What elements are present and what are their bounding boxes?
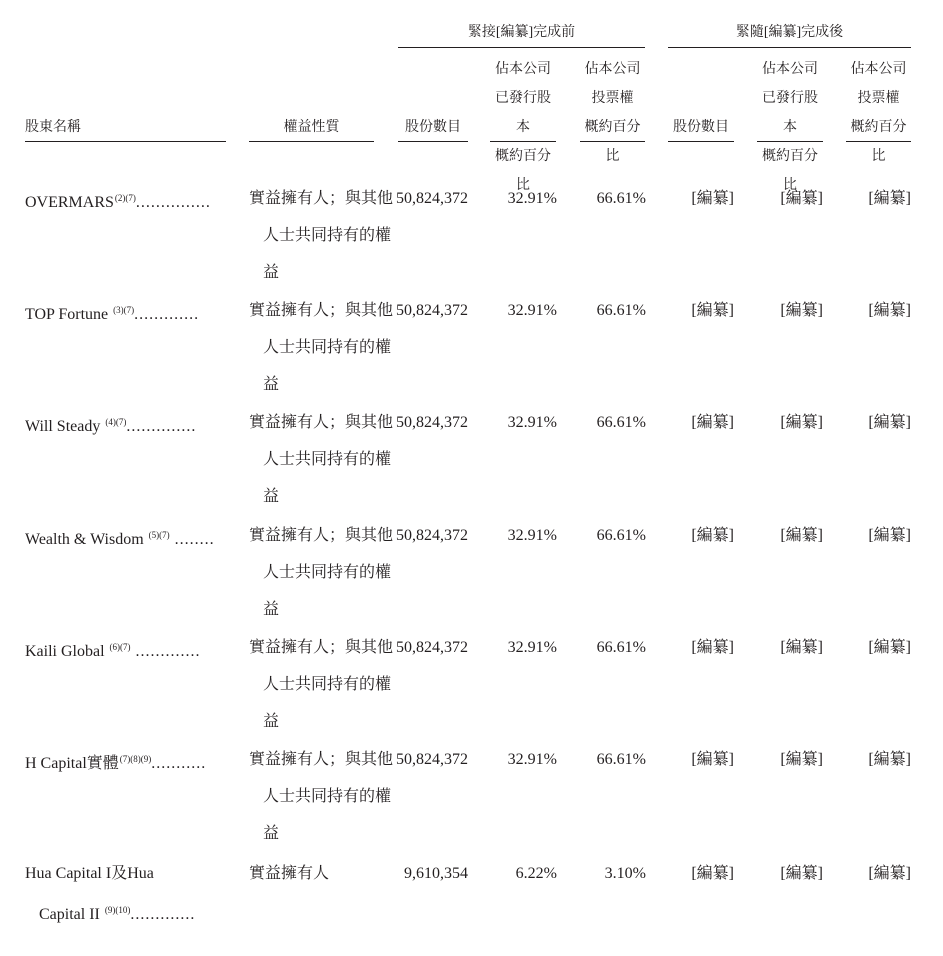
group-header-before: 緊接[編纂]完成前 <box>467 25 576 40</box>
table-row <box>0 855 943 935</box>
footnote-ref: (5)(7) <box>148 530 170 540</box>
pct-voting-after: [編纂] <box>868 527 911 544</box>
interest-nature: 實益擁有人；與其他 人士共同持有的權 益 <box>249 527 394 618</box>
col-rule-pct-voting-after <box>846 141 911 142</box>
group-header-after: 緊隨[編纂]完成後 <box>735 25 844 40</box>
leader-dots: ............... <box>135 194 211 211</box>
pct-issued-after: [編纂] <box>780 751 823 768</box>
pct-voting-after: [編纂] <box>868 865 911 882</box>
pct-voting-before: 66.61% <box>596 414 646 431</box>
pct-issued-after: [編纂] <box>780 639 823 656</box>
leader-dots: ............. <box>134 306 200 323</box>
interest-nature: 實益擁有人；與其他 人士共同持有的權 益 <box>249 302 394 393</box>
footnote-ref: (9)(10) <box>104 905 131 915</box>
shares-before: 50,824,372 <box>396 751 468 768</box>
interest-nature: 實益擁有人；與其他 人士共同持有的權 益 <box>249 190 394 281</box>
shareholder-name: $OVERMARS^{(2)(7)}$............... <box>25 193 211 211</box>
shareholder-name: TOP Fortune $^{(3)(7)}$............. <box>25 305 200 323</box>
pct-issued-before: 32.91% <box>507 414 557 431</box>
shareholder-name: Kaili Global $^{(6)(7)}$ ............. <box>25 642 201 660</box>
table-row <box>0 292 943 404</box>
pct-issued-after: [編纂] <box>780 190 823 207</box>
interest-nature: 實益擁有人；與其他 人士共同持有的權 益 <box>249 639 394 730</box>
shares-before: 50,824,372 <box>396 414 468 431</box>
shares-before: 50,824,372 <box>396 190 468 207</box>
pct-voting-before: 66.61% <box>596 302 646 319</box>
pct-issued-before: 6.22% <box>515 865 557 882</box>
pct-issued-before: 32.91% <box>507 751 557 768</box>
footnote-ref: (4)(7) <box>105 417 127 427</box>
col-rule-shares-after <box>668 141 734 142</box>
shares-before: 50,824,372 <box>396 302 468 319</box>
col-header-name: 股東名稱 <box>25 120 81 135</box>
pct-issued-after: [編纂] <box>780 527 823 544</box>
pct-issued-after: [編纂] <box>780 865 823 882</box>
footnote-ref: (7)(8)(9) <box>119 754 152 764</box>
col-header-nature: 權益性質 <box>283 120 340 135</box>
table-row <box>0 404 943 516</box>
shares-after: [編纂] <box>691 414 734 431</box>
footnote-ref: (2)(7) <box>114 193 136 203</box>
shares-after: [編纂] <box>691 190 734 207</box>
shares-after: [編纂] <box>691 302 734 319</box>
interest-nature: 實益擁有人 <box>249 865 330 882</box>
footnote-ref: (3)(7) <box>113 305 135 315</box>
shares-after: [編纂] <box>691 527 734 544</box>
leader-dots: .............. <box>126 418 197 435</box>
leader-dots: ............. <box>130 906 196 923</box>
shareholder-name: Wealth & Wisdom $^{(5)(7)}$ ........ <box>25 530 215 548</box>
shares-after: [編纂] <box>691 865 734 882</box>
pct-issued-after: [編纂] <box>780 414 823 431</box>
shareholder-name: Will Steady $^{(4)(7)}$.............. <box>25 417 197 435</box>
pct-issued-after: [編纂] <box>780 302 823 319</box>
col-rule-shares-before <box>398 141 468 142</box>
table-row <box>0 629 943 741</box>
col-rule-name <box>25 141 226 142</box>
col-header-shares-after: 股份數目 <box>673 120 729 135</box>
table-row <box>0 180 943 292</box>
leader-dots: ........... <box>151 755 207 772</box>
group-rule-before <box>398 47 645 48</box>
pct-voting-after: [編纂] <box>868 190 911 207</box>
interest-nature: 實益擁有人；與其他 人士共同持有的權 益 <box>249 751 394 842</box>
pct-voting-after: [編纂] <box>868 639 911 656</box>
col-rule-pct-voting-before <box>580 141 645 142</box>
col-rule-nature <box>249 141 374 142</box>
pct-voting-after: [編纂] <box>868 751 911 768</box>
pct-voting-before: 66.61% <box>596 527 646 544</box>
pct-voting-before: 66.61% <box>596 639 646 656</box>
col-rule-pct-issued-after <box>757 141 823 142</box>
pct-voting-before: 66.61% <box>596 751 646 768</box>
pct-issued-before: 32.91% <box>507 639 557 656</box>
table-row <box>0 741 943 853</box>
pct-voting-after: [編纂] <box>868 414 911 431</box>
footnote-ref: (6)(7) <box>109 642 131 652</box>
shareholder-name: Hua Capital I及Hua Capital II $^{(9)(10)}$............. <box>25 865 196 923</box>
pct-issued-before: 32.91% <box>507 527 557 544</box>
col-header-pct-issued-before: 佔本公司 已發行股本 概約百分比 <box>495 62 551 193</box>
shares-after: [編纂] <box>691 751 734 768</box>
col-header-pct-issued-after: 佔本公司 已發行股本 概約百分比 <box>762 62 818 193</box>
pct-issued-before: 32.91% <box>507 302 557 319</box>
leader-dots: ........ <box>169 531 215 548</box>
table-row <box>0 517 943 629</box>
col-header-shares-before: 股份數目 <box>405 120 461 135</box>
col-header-pct-voting-after: 佔本公司 投票權 概約百分比 <box>850 62 907 164</box>
shareholder-name: H Capital實體$^{(7)(8)(9)}$........... <box>25 754 207 772</box>
col-header-pct-voting-before: 佔本公司 投票權 概約百分比 <box>584 62 641 164</box>
shares-after: [編纂] <box>691 639 734 656</box>
pct-voting-before: 3.10% <box>604 865 646 882</box>
shares-before: 9,610,354 <box>404 865 468 882</box>
shares-before: 50,824,372 <box>396 527 468 544</box>
leader-dots: ............. <box>130 643 201 660</box>
pct-voting-before: 66.61% <box>596 190 646 207</box>
shares-before: 50,824,372 <box>396 639 468 656</box>
group-rule-after <box>668 47 911 48</box>
col-rule-pct-issued-before <box>490 141 556 142</box>
pct-issued-before: 32.91% <box>507 190 557 207</box>
pct-voting-after: [編纂] <box>868 302 911 319</box>
interest-nature: 實益擁有人；與其他 人士共同持有的權 益 <box>249 414 394 505</box>
